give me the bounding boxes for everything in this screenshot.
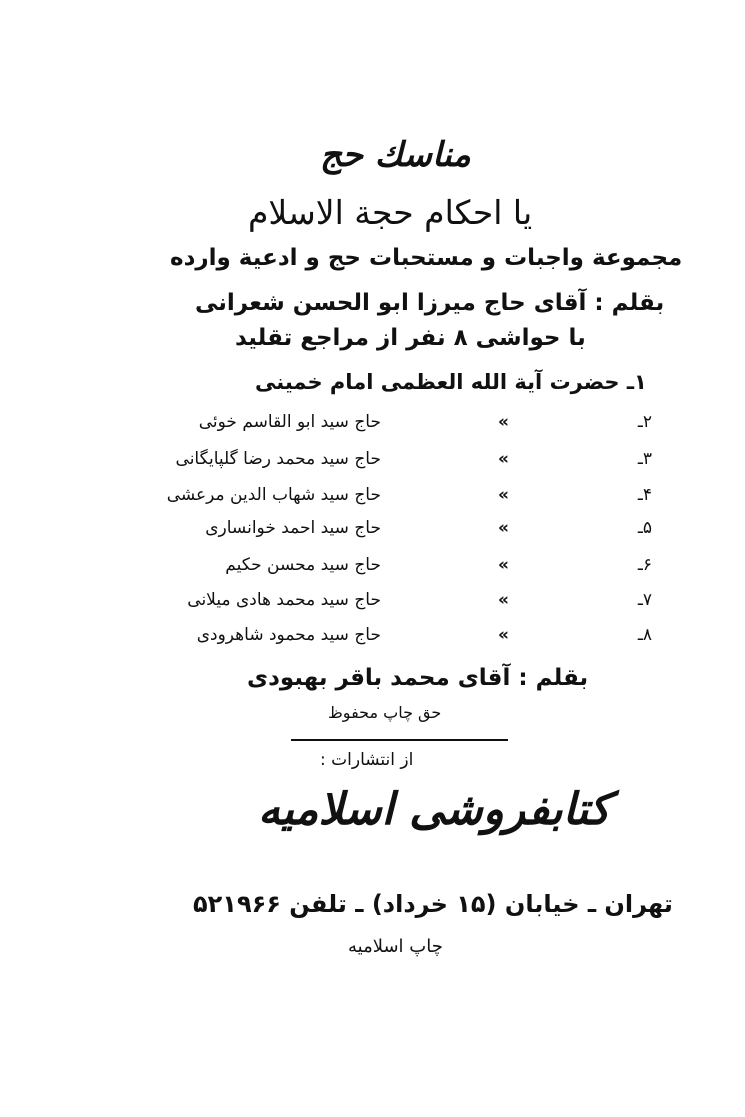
divider xyxy=(291,739,508,741)
book-subtitle: يا احكام حجة الاسلام xyxy=(248,193,533,232)
authority-number: ۵ـ xyxy=(637,518,652,538)
collection-description: مجموعة واجبات و مستحبات حج و ادعية وارده xyxy=(170,245,683,271)
ditto-mark: « xyxy=(498,412,509,432)
authority-name: حاج سید محمود شاهرودی xyxy=(196,625,381,645)
authority-row xyxy=(0,412,745,438)
glosses-line: با حواشی ۸ نفر از مراجع تقلید xyxy=(235,325,586,351)
ditto-mark: « xyxy=(498,625,509,645)
publisher-name: کتابفروشی اسلامیه xyxy=(258,784,611,835)
authority-name: حاج سید محمد هادی میلانی xyxy=(187,590,381,610)
ditto-mark: « xyxy=(498,485,509,505)
authority-name: حاج سید محسن حکیم xyxy=(225,555,381,575)
authority-number: ۲ـ xyxy=(637,412,652,432)
publisher-address: تهران ـ خیابان (۱۵ خرداد) ـ تلفن ۵۲۱۹۶۶ xyxy=(193,890,673,918)
ditto-mark: « xyxy=(498,518,509,538)
authority-row xyxy=(0,518,745,544)
authority-name: حاج سید شهاب الدین مرعشی xyxy=(166,485,381,505)
printer-line: چاپ اسلامیه xyxy=(348,936,443,957)
authority-row xyxy=(0,555,745,581)
authority-row xyxy=(0,590,745,616)
ditto-mark: « xyxy=(498,590,509,610)
publisher-label: از انتشارات : xyxy=(320,750,414,770)
ditto-mark: « xyxy=(498,555,509,575)
authority-number: ۶ـ xyxy=(637,555,652,575)
book-title: مناسك حج xyxy=(320,135,471,175)
second-author-line: بقلم : آقای محمد باقر بهبودی xyxy=(247,665,589,691)
authority-row xyxy=(0,449,745,475)
authority-name: حاج سید محمد رضا گلپایگانی xyxy=(175,449,381,469)
authority-row xyxy=(0,485,745,511)
author-line: بقلم : آقای حاج میرزا ابو الحسن شعرانی xyxy=(195,290,665,316)
authority-1: ۱ـ حضرت آية الله العظمی امام خمینی xyxy=(255,370,647,394)
authority-name: حاج سید ابو القاسم خوئی xyxy=(198,412,381,432)
authority-name: حاج سید احمد خوانساری xyxy=(205,518,381,538)
authority-number: ۳ـ xyxy=(637,449,652,469)
ditto-mark: « xyxy=(498,449,509,469)
authority-number: ۴ـ xyxy=(637,485,652,505)
authority-row xyxy=(0,625,745,651)
authority-number: ۸ـ xyxy=(637,625,652,645)
copyright-notice: حق چاپ محفوظ xyxy=(328,703,442,722)
authority-number: ۷ـ xyxy=(637,590,652,610)
